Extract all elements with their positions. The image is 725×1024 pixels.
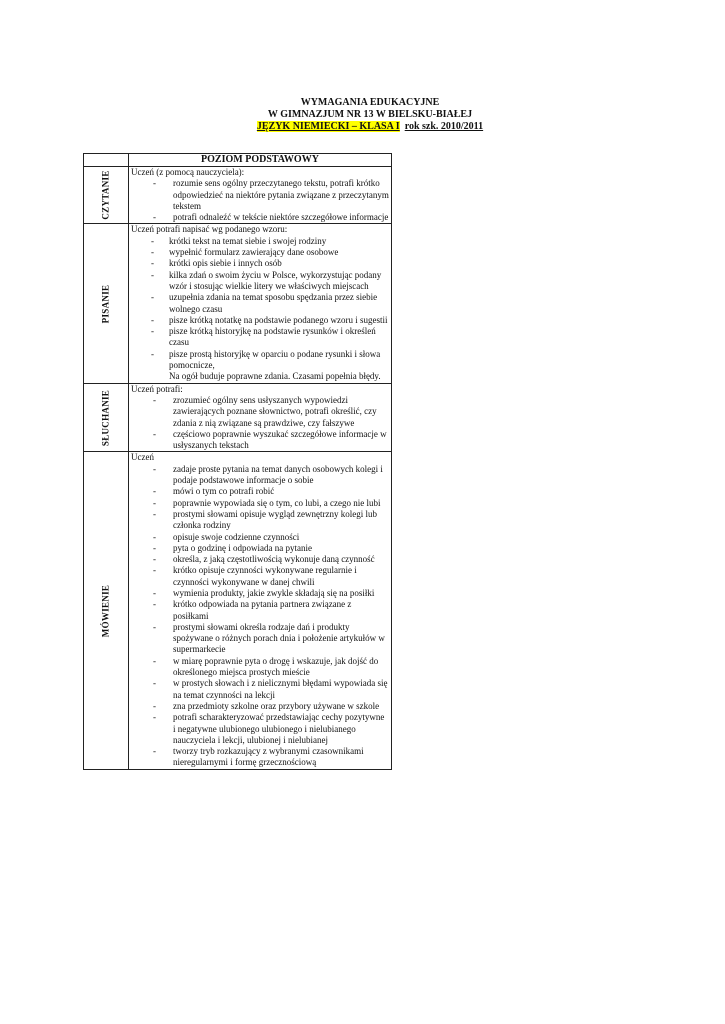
list-item: - częściowo poprawnie wyszukać szczegółowe informacje w usłyszanych tekstach bbox=[131, 429, 389, 452]
list-item: - potrafi scharakteryzować przedstawiając cechy pozytywne i negatywne ulubionego ulubionego i nielubianego nauczyciela i lekcji, ulubionej i nielubianej bbox=[131, 712, 389, 746]
section-label-cell bbox=[84, 383, 129, 452]
section-intro: Uczeń bbox=[131, 452, 154, 463]
header-blank-cell bbox=[84, 154, 129, 167]
list-item: - pisze krótką historyjkę na podstawie rysunków i określeń czasu bbox=[131, 326, 389, 349]
list-item: - tworzy tryb rozkazujący z wybranymi czasownikami nieregularnymi i formę grzecznościową bbox=[131, 746, 389, 769]
header-year: rok szk. 2010/2011 bbox=[404, 121, 484, 132]
list-item: - zadaje proste pytania na temat danych osobowych kolegi i podaje podstawowe informacje o sobie bbox=[131, 464, 389, 487]
section-list bbox=[131, 395, 389, 451]
header-school: W GIMNAZJUM NR 13 W BIELSKU-BIAŁEJ bbox=[267, 109, 473, 120]
list-item: - wymienia produkty, jakie zwykle składają się na posiłki bbox=[131, 588, 389, 599]
header-title: WYMAGANIA EDUKACYJNE bbox=[300, 97, 440, 108]
list-item: - potrafi odnaleźć w tekście niektóre szczegółowe informacje bbox=[131, 212, 389, 223]
list-item: - kilka zdań o swoim życiu w Polsce, wykorzystując podany wzór i stosując wielkie litery we właściwych miejscach bbox=[131, 270, 389, 293]
table-header-row bbox=[84, 154, 392, 167]
list-item: - zrozumieć ogólny sens usłyszanych wypowiedzi zawierających poznane słownictwo, potrafi określić, czy zdania z nią związane są prawdziwe, czy fałszywe bbox=[131, 395, 389, 429]
list-item: - zna przedmioty szkolne oraz przybory używane w szkole bbox=[131, 701, 389, 712]
section-row-pisanie bbox=[84, 224, 392, 383]
section-list bbox=[131, 178, 389, 223]
list-item: - krótki tekst na temat siebie i swojej rodziny bbox=[131, 236, 389, 247]
section-content bbox=[129, 167, 392, 224]
section-label: PISANIE bbox=[100, 284, 111, 323]
list-item: - określa, z jaką częstotliwością wykonuje daną czynność bbox=[131, 554, 389, 565]
section-intro: Uczeń potrafi: bbox=[131, 383, 183, 394]
section-row-mowienie bbox=[84, 452, 392, 769]
list-item: - rozumie sens ogólny przeczytanego tekstu, potrafi krótko odpowiedzieć na niektóre pytania związane z przeczytanym tekstem bbox=[131, 178, 389, 212]
section-label: SŁUCHANIE bbox=[100, 389, 111, 446]
list-item: - krótko odpowiada na pytania partnera związane z posiłkami bbox=[131, 599, 389, 622]
list-item: - uzupełnia zdania na temat sposobu spędzania przez siebie wolnego czasu bbox=[131, 292, 389, 315]
header-subject: JĘZYK NIEMIECKI – KLASA I bbox=[256, 121, 400, 132]
section-row-sluchanie bbox=[84, 383, 392, 452]
list-item: - w miarę poprawnie pyta o drogę i wskazuje, jak dojść do określonego miejsca prostych mieście bbox=[131, 656, 389, 679]
list-item: - opisuje swoje codzienne czynności bbox=[131, 532, 389, 543]
list-item: - poprawnie wypowiada się o tym, co lubi, a czego nie lubi bbox=[131, 498, 389, 509]
section-intro: Uczeń (z pomocą nauczyciela): bbox=[131, 167, 245, 177]
section-label-cell bbox=[84, 452, 129, 769]
list-item: - krótki opis siebie i innych osób bbox=[131, 258, 389, 269]
section-content bbox=[129, 452, 392, 769]
column-header: POZIOM PODSTAWOWY bbox=[129, 154, 392, 167]
requirements-table bbox=[83, 153, 392, 770]
section-label: CZYTANIE bbox=[100, 170, 111, 220]
section-row-czytanie bbox=[84, 167, 392, 224]
list-item: - pisze krótką notatkę na podstawie podanego wzoru i sugestii bbox=[131, 315, 389, 326]
list-item: - krótko opisuje czynności wykonywane regularnie i czynności wykonywane w danej chwili bbox=[131, 565, 389, 588]
list-item: - prostymi słowami opisuje wygląd zewnętrzny kolegi lub członka rodziny bbox=[131, 509, 389, 532]
section-label-cell bbox=[84, 167, 129, 224]
document-header bbox=[150, 97, 590, 133]
list-item: - mówi o tym co potrafi robić bbox=[131, 486, 389, 497]
list-item: - w prostych słowach i z nielicznymi błędami wypowiada się na temat czynności na lekcji bbox=[131, 678, 389, 701]
section-label-cell bbox=[84, 224, 129, 383]
section-intro: Uczeń potrafi napisać wg podanego wzoru: bbox=[131, 224, 288, 235]
section-content bbox=[129, 224, 392, 383]
section-content bbox=[129, 383, 392, 452]
list-item: - pisze prostą historyjkę w oparciu o podane rysunki i słowa pomocnicze, bbox=[131, 349, 389, 372]
list-item: - pyta o godzinę i odpowiada na pytanie bbox=[131, 543, 389, 554]
header-subject-line bbox=[150, 121, 590, 133]
section-list bbox=[131, 464, 389, 769]
section-label: MÓWIENIE bbox=[100, 584, 111, 637]
list-item: - wypełnić formularz zawierający dane osobowe bbox=[131, 247, 389, 258]
section-closing: Na ogół buduje poprawne zdania. Czasami popełnia błędy. bbox=[169, 371, 381, 382]
list-item: - prostymi słowami określa rodzaje dań i produkty spożywane o różnych porach dnia i położenie artykułów w supermarkecie bbox=[131, 622, 389, 656]
section-list bbox=[131, 236, 389, 372]
